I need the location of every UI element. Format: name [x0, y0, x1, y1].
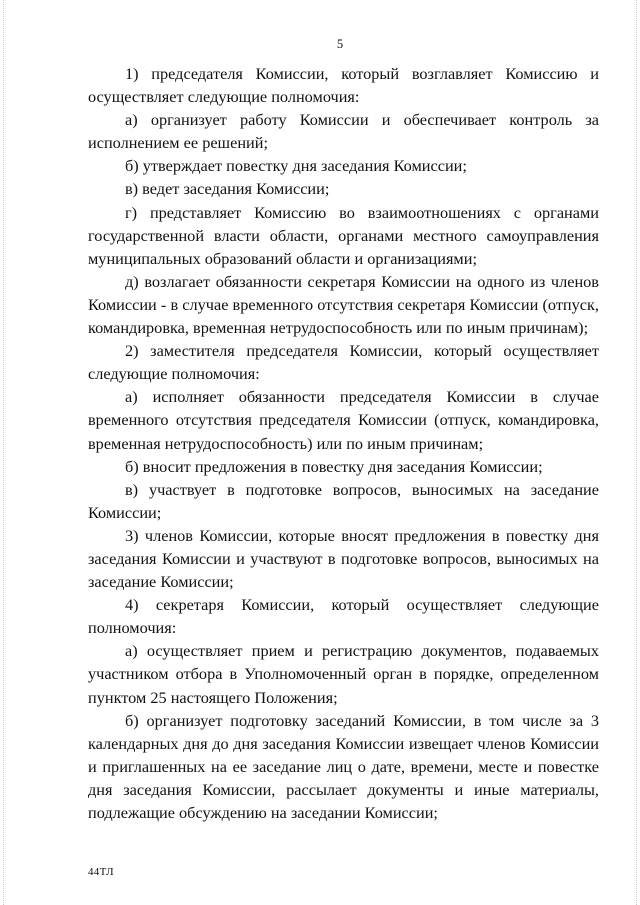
paragraph-members: 3) членов Комиссии, которые вносят предложения в повестку дня заседания Комиссии и участвуют в подготовке вопросов, выносимых на заседание Комиссии; [88, 525, 599, 592]
paragraph-chairman: 1) председателя Комиссии, который возглавляет Комиссию и осуществляет следующие полномочия: [88, 64, 599, 107]
paragraph-secretary: 4) секретаря Комиссии, который осуществляет следующие полномочия: [88, 595, 599, 638]
footer-document-code: 44ТЛ [88, 866, 114, 878]
paragraph-secretary-a: а) осуществляет прием и регистрацию документов, подаваемых участником отбора в Уполномоченный орган в порядке, определенном пунктом 25 настоящего Положения; [88, 641, 599, 707]
paragraph-chairman-e: д) возлагает обязанности секретаря Комиссии на одного из членов Комиссии - в случае временного отсутствия секретаря Комиссии (отпуск, командировка, временная нетрудоспособность или по иным причинам); [88, 271, 599, 338]
paragraph-chairman-c: в) ведет заседания Комиссии; [125, 179, 330, 199]
paragraph-deputy-a: а) исполняет обязанности председателя Комиссии в случае временного отсутствия председателя Комиссии (отпуск, командировка, временная нетрудоспособность) или по иным причинам; [88, 387, 599, 453]
paragraph-deputy-b: б) вносит предложения в повестку дня заседания Комиссии; [125, 456, 543, 476]
document-body [88, 62, 599, 824]
page-number: 5 [336, 37, 344, 51]
paragraph-chairman-a: а) организует работу Комиссии и обеспечивает контроль за исполнением ее решений; [88, 110, 599, 153]
scan-edge-right [636, 0, 637, 905]
paragraph-chairman-b: б) утверждает повестку дня заседания Комиссии; [125, 156, 467, 176]
paragraph-deputy-c: в) участвует в подготовке вопросов, выносимых на заседание Комиссии; [88, 479, 599, 522]
scan-edge-left [3, 0, 4, 905]
paragraph-deputy: 2) заместителя председателя Комиссии, который осуществляет следующие полномочия: [88, 341, 599, 384]
paragraph-secretary-b: б) организует подготовку заседаний Комиссии, в том числе за 3 календарных дня до дня заседания Комиссии извещает членов Комиссии и приглашенных на ее заседание лиц о дате, времени, месте и повестке дня заседания Комиссии, рассылает документы и иные материалы, подлежащие обсуждению на заседании Комиссии; [88, 710, 599, 822]
paragraph-chairman-d: г) представляет Комиссию во взаимоотношениях с органами государственной власти области, органами местного самоуправления муниципальных образований области и организациями; [88, 202, 599, 268]
